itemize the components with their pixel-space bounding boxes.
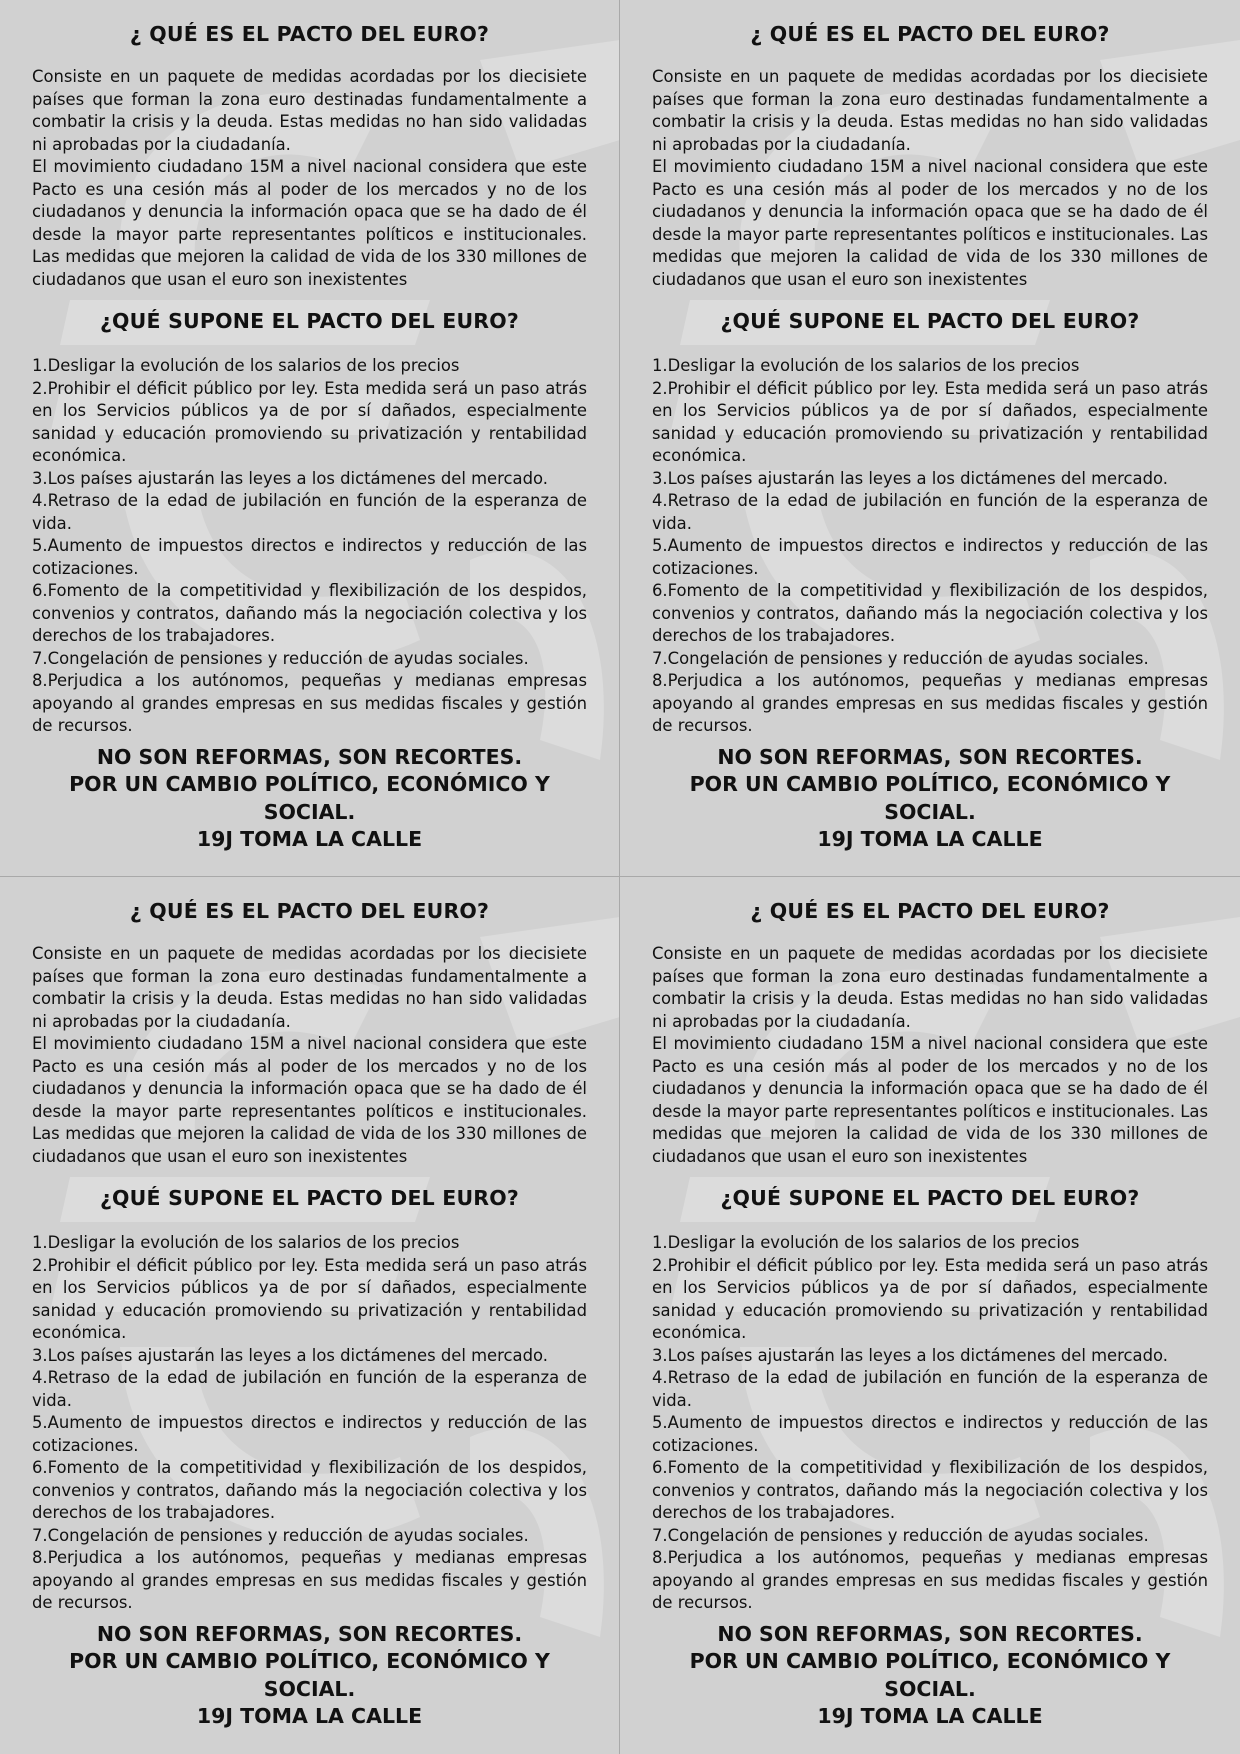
intro-paragraph: Consiste en un paquete de medidas acordadas por los diecisiete países que forman la zona euro destinadas fundamentalmente a combatir la crisis y la deuda. Estas medidas no han sido validadas ni aprobadas por la ciudadanía. (652, 67, 1208, 154)
heading-what-implies: ¿QUÉ SUPONE EL PACTO DEL EURO? (99, 309, 520, 333)
heading-what-is: ¿ QUÉ ES EL PACTO DEL EURO? (750, 22, 1110, 46)
measure-item: 2.Prohibir el déficit público por ley. Esta medida será un paso atrás en los Servicios públicos ya de por sí dañados, especialmente sanidad y educación promoviendo su privatización y rentabilidad económica. (32, 378, 587, 465)
measure-item: 8.Perjudica a los autónomos, pequeñas y medianas empresas apoyando al grandes empresas en sus medidas fiscales y gestión de recursos. (32, 671, 587, 735)
intro-paragraph: El movimiento ciudadano 15M a nivel nacional considera que este Pacto es una cesión más al poder de los mercados y no de los ciudadanos y denuncia la información opaca que se ha dado de él desde la mayor parte representantes políticos e institucionales. Las medidas que mejoren la calidad de vida de los 330 millones de ciudadanos que usan el euro son inexistentes (32, 157, 587, 289)
measures-list (652, 355, 1208, 738)
slogan-line: NO SON REFORMAS, SON RECORTES. (96, 744, 523, 769)
measure-item: 3.Los países ajustarán las leyes a los dictámenes del mercado. (652, 1345, 1168, 1365)
slogan-line: POR UN CAMBIO POLÍTICO, ECONÓMICO Y SOCIAL. (689, 1649, 1171, 1701)
measure-item: 6.Fomento de la competitividad y flexibilización de los despidos, convenios y contratos, dañando más la negociación colectiva y los derechos de los trabajadores. (32, 1458, 587, 1522)
measure-item: 7.Congelación de pensiones y reducción de ayudas sociales. (32, 648, 529, 668)
measure-item: 7.Congelación de pensiones y reducción de ayudas sociales. (652, 648, 1149, 668)
slogan-line: POR UN CAMBIO POLÍTICO, ECONÓMICO Y SOCIAL. (69, 772, 550, 824)
measure-item: 5.Aumento de impuestos directos e indirectos y reducción de las cotizaciones. (32, 536, 587, 578)
measure-item: 4.Retraso de la edad de jubilación en función de la esperanza de vida. (32, 491, 587, 533)
heading-what-implies: ¿QUÉ SUPONE EL PACTO DEL EURO? (720, 1186, 1140, 1210)
slogan-line: 19J TOMA LA CALLE (817, 1704, 1043, 1728)
closing-slogans (652, 744, 1208, 854)
slogan-line: 19J TOMA LA CALLE (196, 1704, 423, 1728)
closing-slogans (652, 1621, 1208, 1731)
intro-paragraph: El movimiento ciudadano 15M a nivel nacional considera que este Pacto es una cesión más al poder de los mercados y no de los ciudadanos y denuncia la información opaca que se ha dado de él desde la mayor parte representantes políticos e institucionales. Las medidas que mejoren la calidad de vida de los 330 millones de ciudadanos que usan el euro son inexistentes (652, 1034, 1208, 1166)
flyer-bottom-left (0, 877, 620, 1754)
measure-item: 4.Retraso de la edad de jubilación en función de la esperanza de vida. (32, 1368, 587, 1410)
measure-item: 7.Congelación de pensiones y reducción de ayudas sociales. (32, 1525, 529, 1545)
measure-item: 8.Perjudica a los autónomos, pequeñas y medianas empresas apoyando al grandes empresas en sus medidas fiscales y gestión de recursos. (32, 1548, 587, 1612)
measure-item: 5.Aumento de impuestos directos e indirectos y reducción de las cotizaciones. (32, 1413, 587, 1455)
intro-paragraph: Consiste en un paquete de medidas acordadas por los diecisiete países que forman la zona euro destinadas fundamentalmente a combatir la crisis y la deuda. Estas medidas no han sido validadas ni aprobadas por la ciudadanía. (32, 67, 587, 154)
measure-item: 3.Los países ajustarán las leyes a los dictámenes del mercado. (32, 1345, 548, 1365)
intro-paragraph: El movimiento ciudadano 15M a nivel nacional considera que este Pacto es una cesión más al poder de los mercados y no de los ciudadanos y denuncia la información opaca que se ha dado de él desde la mayor parte representantes políticos e institucionales. Las medidas que mejoren la calidad de vida de los 330 millones de ciudadanos que usan el euro son inexistentes (32, 1034, 587, 1166)
measure-item: 1.Desligar la evolución de los salarios de los precios (652, 1233, 1080, 1252)
measures-list (32, 1232, 587, 1615)
measure-item: 4.Retraso de la edad de jubilación en función de la esperanza de vida. (652, 1368, 1208, 1410)
slogan-line: 19J TOMA LA CALLE (817, 827, 1043, 851)
intro-paragraph: El movimiento ciudadano 15M a nivel nacional considera que este Pacto es una cesión más al poder de los mercados y no de los ciudadanos y denuncia la información opaca que se ha dado de él desde la mayor parte representantes políticos e institucionales. Las medidas que mejoren la calidad de vida de los 330 millones de ciudadanos que usan el euro son inexistentes (652, 157, 1208, 289)
measure-item: 5.Aumento de impuestos directos e indirectos y reducción de las cotizaciones. (652, 536, 1208, 578)
measure-item: 4.Retraso de la edad de jubilación en función de la esperanza de vida. (652, 491, 1208, 533)
measure-item: 3.Los países ajustarán las leyes a los dictámenes del mercado. (652, 468, 1168, 488)
measure-item: 2.Prohibir el déficit público por ley. Esta medida será un paso atrás en los Servicios públicos ya de por sí dañados, especialmente sanidad y educación promoviendo su privatización y rentabilidad económica. (32, 1255, 587, 1342)
measure-item: 6.Fomento de la competitividad y flexibilización de los despidos, convenios y contratos, dañando más la negociación colectiva y los derechos de los trabajadores. (652, 581, 1208, 645)
heading-what-is: ¿ QUÉ ES EL PACTO DEL EURO? (129, 899, 490, 923)
measure-item: 2.Prohibir el déficit público por ley. Esta medida será un paso atrás en los Servicios públicos ya de por sí dañados, especialmente sanidad y educación promoviendo su privatización y rentabilidad económica. (652, 1255, 1208, 1342)
slogan-line: POR UN CAMBIO POLÍTICO, ECONÓMICO Y SOCIAL. (69, 1649, 550, 1701)
measure-item: 3.Los países ajustarán las leyes a los dictámenes del mercado. (32, 468, 548, 488)
measure-item: 5.Aumento de impuestos directos e indirectos y reducción de las cotizaciones. (652, 1413, 1208, 1455)
intro-paragraph: Consiste en un paquete de medidas acordadas por los diecisiete países que forman la zona euro destinadas fundamentalmente a combatir la crisis y la deuda. Estas medidas no han sido validadas ni aprobadas por la ciudadanía. (32, 944, 587, 1031)
measure-item: 1.Desligar la evolución de los salarios de los precios (652, 356, 1080, 375)
measure-item: 2.Prohibir el déficit público por ley. Esta medida será un paso atrás en los Servicios públicos ya de por sí dañados, especialmente sanidad y educación promoviendo su privatización y rentabilidad económica. (652, 378, 1208, 465)
slogan-line: NO SON REFORMAS, SON RECORTES. (717, 1621, 1143, 1646)
measures-list (652, 1232, 1208, 1615)
flyer-top-left (0, 0, 620, 877)
closing-slogans (32, 744, 587, 854)
measure-item: 6.Fomento de la competitividad y flexibilización de los despidos, convenios y contratos, dañando más la negociación colectiva y los derechos de los trabajadores. (32, 581, 587, 645)
measure-item: 8.Perjudica a los autónomos, pequeñas y medianas empresas apoyando al grandes empresas en sus medidas fiscales y gestión de recursos. (652, 671, 1208, 735)
measure-item: 1.Desligar la evolución de los salarios de los precios (32, 356, 460, 375)
heading-what-is: ¿ QUÉ ES EL PACTO DEL EURO? (129, 22, 490, 46)
intro-paragraph: Consiste en un paquete de medidas acordadas por los diecisiete países que forman la zona euro destinadas fundamentalmente a combatir la crisis y la deuda. Estas medidas no han sido validadas ni aprobadas por la ciudadanía. (652, 944, 1208, 1031)
closing-slogans (32, 1621, 587, 1731)
heading-what-implies: ¿QUÉ SUPONE EL PACTO DEL EURO? (720, 309, 1140, 333)
heading-what-is: ¿ QUÉ ES EL PACTO DEL EURO? (750, 899, 1110, 923)
measure-item: 8.Perjudica a los autónomos, pequeñas y medianas empresas apoyando al grandes empresas en sus medidas fiscales y gestión de recursos. (652, 1548, 1208, 1612)
measure-item: 1.Desligar la evolución de los salarios de los precios (32, 1233, 460, 1252)
slogan-line: POR UN CAMBIO POLÍTICO, ECONÓMICO Y SOCIAL. (689, 772, 1171, 824)
measure-item: 6.Fomento de la competitividad y flexibilización de los despidos, convenios y contratos, dañando más la negociación colectiva y los derechos de los trabajadores. (652, 1458, 1208, 1522)
flyer-bottom-right (620, 877, 1240, 1754)
slogan-line: NO SON REFORMAS, SON RECORTES. (717, 744, 1143, 769)
flyer-top-right (620, 0, 1240, 877)
heading-what-implies: ¿QUÉ SUPONE EL PACTO DEL EURO? (99, 1186, 520, 1210)
measure-item: 7.Congelación de pensiones y reducción de ayudas sociales. (652, 1525, 1149, 1545)
measures-list (32, 355, 587, 738)
slogan-line: 19J TOMA LA CALLE (196, 827, 423, 851)
slogan-line: NO SON REFORMAS, SON RECORTES. (96, 1621, 523, 1646)
